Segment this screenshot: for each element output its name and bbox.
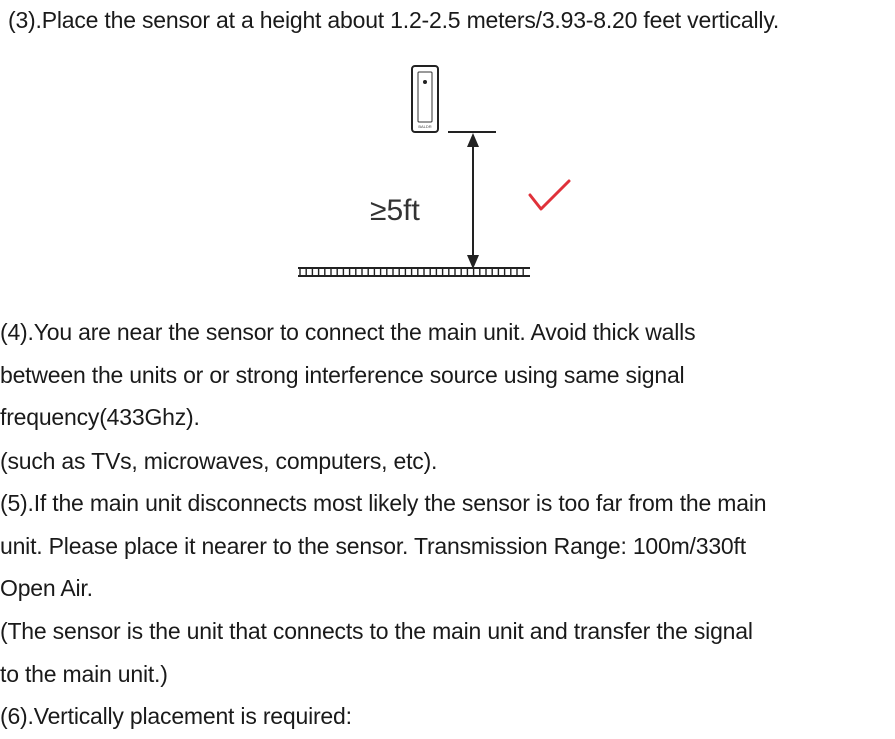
paragraph-line: (such as TVs, microwaves, computers, etc). — [0, 448, 438, 474]
sensor-height-diagram — [290, 60, 590, 290]
paragraph-line: Open Air. — [0, 575, 93, 601]
height-arrow-icon — [467, 133, 479, 269]
step-3-text: (3).Place the sensor at a height about 1.2-2.5 meters/3.93-8.20 feet vertically. — [8, 7, 780, 33]
sensor-device-icon — [412, 66, 438, 132]
paragraph-line: (5).If the main unit disconnects most likely the sensor is too far from the main — [0, 490, 767, 516]
paragraph-line: frequency(433Ghz). — [0, 404, 200, 430]
ground-icon — [298, 268, 530, 276]
paragraph-line: unit. Please place it nearer to the sensor. Transmission Range: 100m/330ft — [0, 533, 746, 559]
device-brand-label: BALDR — [418, 124, 432, 129]
paragraph-line: (4).You are near the sensor to connect the main unit. Avoid thick walls — [0, 319, 696, 345]
paragraph-line: (6).Vertically placement is required: — [0, 703, 352, 729]
check-mark-icon — [530, 181, 569, 209]
height-label: ≥5ft — [370, 194, 420, 227]
paragraph-line: between the units or or strong interference source using same signal — [0, 362, 685, 388]
paragraph-line: to the main unit.) — [0, 661, 168, 687]
paragraph-line: (The sensor is the unit that connects to the main unit and transfer the signal — [0, 618, 753, 644]
